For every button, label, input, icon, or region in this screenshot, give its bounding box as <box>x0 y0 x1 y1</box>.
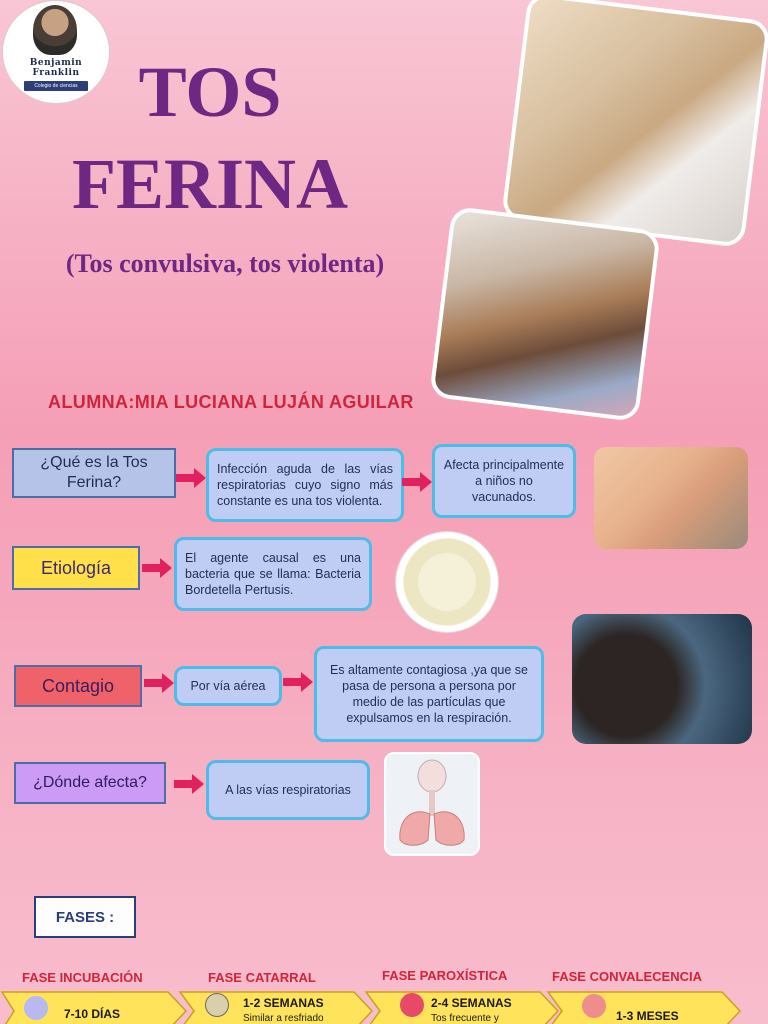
phase-title-catarral: FASE CATARRAL <box>208 970 316 985</box>
question-contagio: Contagio <box>14 665 142 707</box>
logo-name-line1: Benjamin <box>29 58 83 68</box>
bacteria-culture-icon <box>396 532 498 632</box>
phase-title-paroxistica: FASE PAROXÍSTICA <box>382 968 508 983</box>
question-donde-afecta: ¿Dónde afecta? <box>14 762 166 804</box>
page-subtitle: (Tos convulsiva, tos violenta) <box>65 249 385 278</box>
answer-contagio: Por vía aérea <box>174 666 282 706</box>
fases-label: FASES : <box>34 896 136 938</box>
logo-subtitle: Colegio de ciencias <box>24 81 88 91</box>
phase-title-incubacion: FASE INCUBACIÓN <box>22 970 143 985</box>
franklin-portrait-icon <box>33 5 77 55</box>
answer-que-es: Infección aguda de las vías respiratorias cuyo signo más constante es una tos violenta. <box>206 448 404 522</box>
answer-donde-afecta: A las vías respiratorias <box>206 760 370 820</box>
sneezing-person-photo <box>572 614 752 744</box>
arrow-right-icon <box>402 472 432 492</box>
coughing-child-photo <box>594 447 748 549</box>
recovery-character-icon <box>582 994 606 1018</box>
phase-note-paroxistica: Tos frecuente y <box>431 1013 499 1024</box>
coughing-person-icon <box>400 993 424 1017</box>
arrow-right-icon <box>174 774 204 794</box>
student-name: ALUMNA:MIA LUCIANA LUJÁN AGUILAR <box>48 392 414 412</box>
phase-title-convalecencia: FASE CONVALECENCIA <box>552 969 702 984</box>
arrow-right-icon <box>144 673 174 693</box>
phase-duration-paroxistica: 2-4 SEMANAS <box>431 996 512 1010</box>
arrow-right-icon <box>176 468 206 488</box>
child-vaccination-photo <box>429 206 661 422</box>
phase-duration-incubacion: 7-10 DÍAS <box>64 1007 121 1021</box>
lungs-diagram-icon <box>384 752 480 856</box>
extra-contagio: Es altamente contagiosa ,ya que se pasa de persona a persona por medio de las partículas que expulsamos en la respiración. <box>314 646 544 742</box>
arrow-right-icon <box>142 558 172 578</box>
extra-que-es: Afecta principalmente a niños no vacunados. <box>432 444 576 518</box>
logo-name-line2: Franklin <box>32 68 80 78</box>
phase-note-catarral: Similar a resfriado <box>243 1013 324 1024</box>
germ-icon <box>24 996 48 1020</box>
child-with-mask-photo <box>501 0 768 248</box>
answer-etiologia: El agente causal es una bacteria que se llama: Bacteria Bordetella Pertusis. <box>174 537 372 611</box>
page-title-line1: TOS <box>138 52 282 132</box>
question-que-es: ¿Qué es la Tos Ferina? <box>12 448 176 498</box>
arrow-right-icon <box>283 672 313 692</box>
question-etiologia: Etiología <box>12 546 140 590</box>
page-title-line2: FERINA <box>71 144 348 224</box>
phase-duration-convalecencia: 1-3 MESES <box>616 1009 679 1023</box>
phase-duration-catarral: 1-2 SEMANAS <box>243 996 324 1010</box>
sick-face-icon <box>205 993 229 1017</box>
